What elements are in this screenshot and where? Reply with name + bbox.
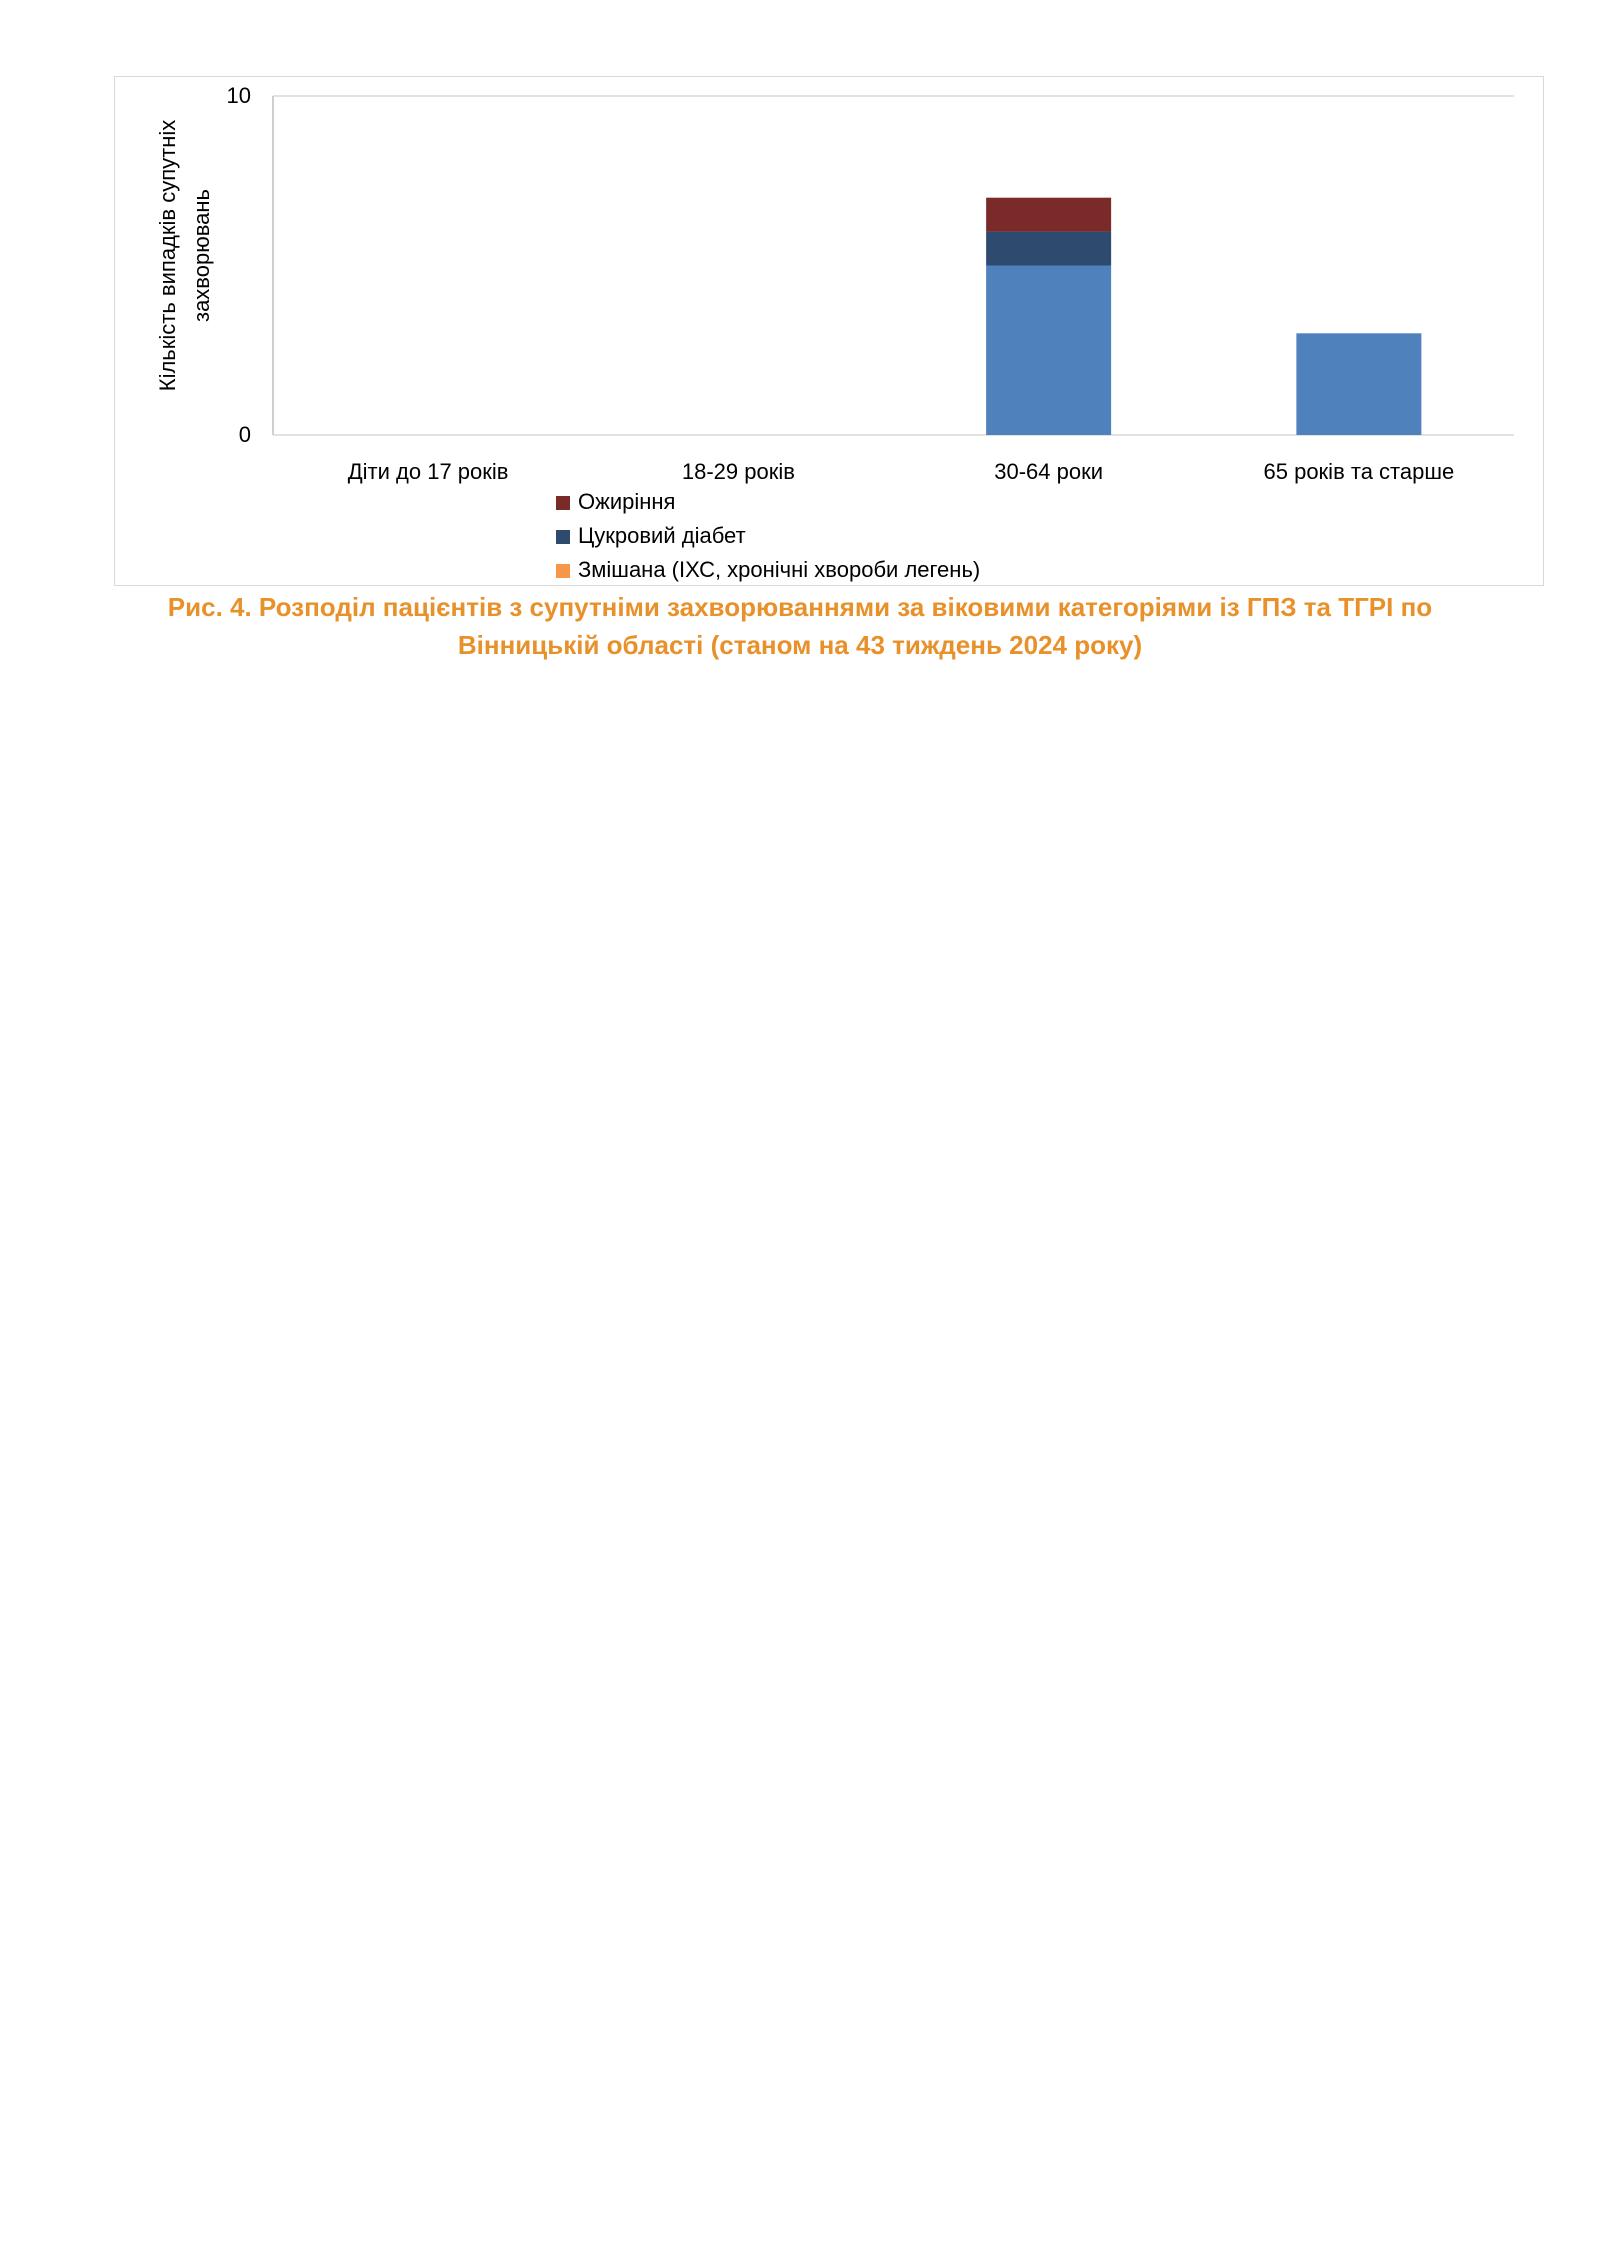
- x-tick-label: Діти до 17 років: [347, 459, 509, 484]
- legend-swatch: [556, 564, 570, 578]
- bar-segment: [986, 266, 1111, 436]
- legend-label: Змішана (ІХС, хронічні хвороби легень): [578, 557, 981, 582]
- figure-caption: [100, 588, 1500, 664]
- legend-swatch: [556, 530, 570, 544]
- y-axis-title-line: Кількість випадків супутніх: [155, 119, 180, 392]
- caption-line-2: Вінницькій області (станом на 43 тиждень 2024 року): [457, 630, 1143, 660]
- y-tick-label: 0: [238, 422, 251, 447]
- bar-segment: [986, 232, 1111, 266]
- y-tick-label: 10: [226, 83, 251, 108]
- legend-swatch: [556, 496, 570, 510]
- bar-segment: [1296, 333, 1421, 435]
- y-axis-title-line: захворювань: [189, 188, 214, 323]
- caption-line-1: Рис. 4. Розподіл пацієнтів з супутніми захворюваннями за віковими категоріями із ГПЗ та ТГРІ по: [167, 592, 1433, 622]
- legend-label: Ожиріння: [578, 489, 676, 514]
- x-tick-label: 65 років та старше: [1263, 459, 1455, 484]
- stacked-bar-chart: [114, 76, 1544, 586]
- x-tick-label: 30-64 роки: [994, 459, 1104, 484]
- bar-segment: [986, 198, 1111, 232]
- x-tick-label: 18-29 років: [681, 459, 795, 484]
- legend-label: Цукровий діабет: [578, 523, 746, 548]
